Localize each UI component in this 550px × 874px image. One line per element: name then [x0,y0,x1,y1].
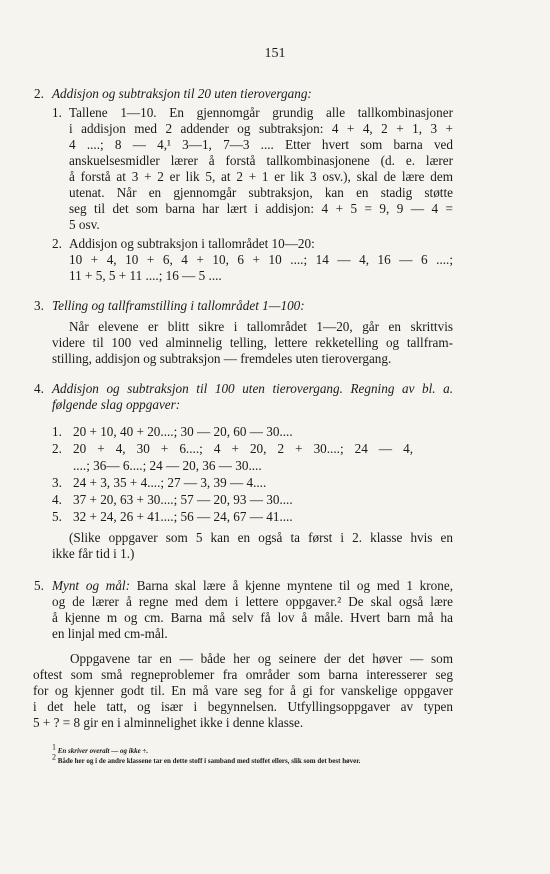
text-line: seg til det som barna har lært i addisjon: 4 + 5 = 9, 9 — 4 = [69,201,453,216]
text-line: 5 + ? = 8 gir en i alminnelighet ikke i denne klasse. [33,715,304,730]
text-line: Barna skal lære å kjenne myntene til og med 1 krone, [136,578,453,593]
page-number: 151 [264,46,286,61]
item-number: 4. [52,492,62,507]
footnote-text: En skriver overalt — og ikke ÷. [57,747,149,755]
item-number: 2. [52,236,62,251]
item-number: 5. [52,509,62,524]
text-line: og de lærer å regne med dem i lettere oppgaver.² De skal også lære [52,594,453,609]
footnote [52,752,462,766]
text-line: Tallene 1—10. En gjennomgår grundig alle tallkombinasjoner [69,105,453,120]
footnote-mark: 1 [52,742,56,752]
text-line: utenat. Når en gjennomgår subtraksjon, kan en stadig støtte [69,185,453,200]
item-number: 1. [52,424,62,439]
text-line: i det hele tatt, og især i begynnelsen. Utfyllingsoppgaver av typen [33,699,453,714]
section-heading: Telling og tallframstilling i tallområdet 1—100: [52,298,305,313]
text-line: ....; 36— 6....; 24 — 20, 36 — 30.... [73,458,262,473]
section-number: 5. [34,578,44,593]
text-line: 37 + 20, 63 + 30....; 57 — 20, 93 — 30.... [73,492,293,507]
text-line: 11 + 5, 5 + 11 ....; 16 — 5 .... [69,268,222,283]
footnote-mark: 2 [52,752,56,762]
text-line: (Slike oppgaver som 5 kan en også ta først i 2. klasse hvis en [69,530,453,545]
text-line: å forstå at 3 + 2 er lik 5, at 2 + 1 er lik 3 osv.), skal de lære dem [69,169,453,184]
text-line: 32 + 24, 26 + 41....; 56 — 24, 67 — 41.... [73,509,293,524]
text-line: oftest som små regneproblemer fra områder som barna interesserer seg [33,667,453,682]
footnote-text: Både her og i de andre klassene tar en dette stoff i samband med stoffet ellers, slik som det best høver. [57,757,361,765]
text-line: Oppgavene tar en — både her og seinere der det høver — som [70,651,453,666]
text-line: en linjal med cm-mål. [52,626,168,641]
section-heading: Addisjon og subtraksjon til 20 uten tierovergang: [52,86,312,101]
text-line: 20 + 10, 40 + 20....; 30 — 20, 60 — 30.... [73,424,293,439]
text-line: 20 + 4, 30 + 6....; 4 + 20, 2 + 30....; 24 — 4, [73,441,413,456]
text-line: å kjenne m og cm. Barna må selv få lov å måle. Hvert barn må ha [52,610,453,625]
text-line: Når elevene er blitt sikre i tallområdet 1—20, går en skrittvis [69,319,453,334]
text-line: i addisjon med 2 addender og subtraksjon: 4 + 4, 2 + 1, 3 + [69,121,453,136]
text-line: ikke får tid i 1.) [52,546,135,561]
section-heading: Addisjon og subtraksjon til 100 uten tierovergang. Regning av bl. a. [52,381,453,396]
text-line [52,578,453,594]
section-heading: følgende slag oppgaver: [52,397,181,412]
item-number: 1. [52,105,62,120]
item-number: 3. [52,475,62,490]
text-line: for og kjenner godt til. En må vare seg for å gi for vanskelige oppgaver [33,683,453,698]
section-number: 4. [34,381,44,396]
text-line: stilling, addisjon og subtraksjon — fremdeles uten tierovergang. [52,351,392,366]
text-line: 4 ....; 8 — 4,¹ 3—1, 7—3 .... Etter hvert som barna ved [69,137,453,152]
footnote [52,742,462,756]
section-number: 3. [34,298,44,313]
text-line: 10 + 4, 10 + 6, 4 + 10, 6 + 10 ....; 14 — 4, 16 — 6 ....; [69,252,453,267]
section-heading: Mynt og mål: [52,578,130,593]
text-line: 24 + 3, 35 + 4....; 27 — 3, 39 — 4.... [73,475,267,490]
item-number: 2. [52,441,62,456]
text-line: 5 osv. [69,217,100,232]
section-number: 2. [34,86,44,101]
text-line: anskuelsesmidler lærer å forstå tallkombinasjonene (d. e. lærer [69,153,453,168]
text-line: videre til 100 ved alminnelig telling, lettere rekketelling og tallfram- [52,335,453,350]
text-line: Addisjon og subtraksjon i tallområdet 10—20: [69,236,315,251]
